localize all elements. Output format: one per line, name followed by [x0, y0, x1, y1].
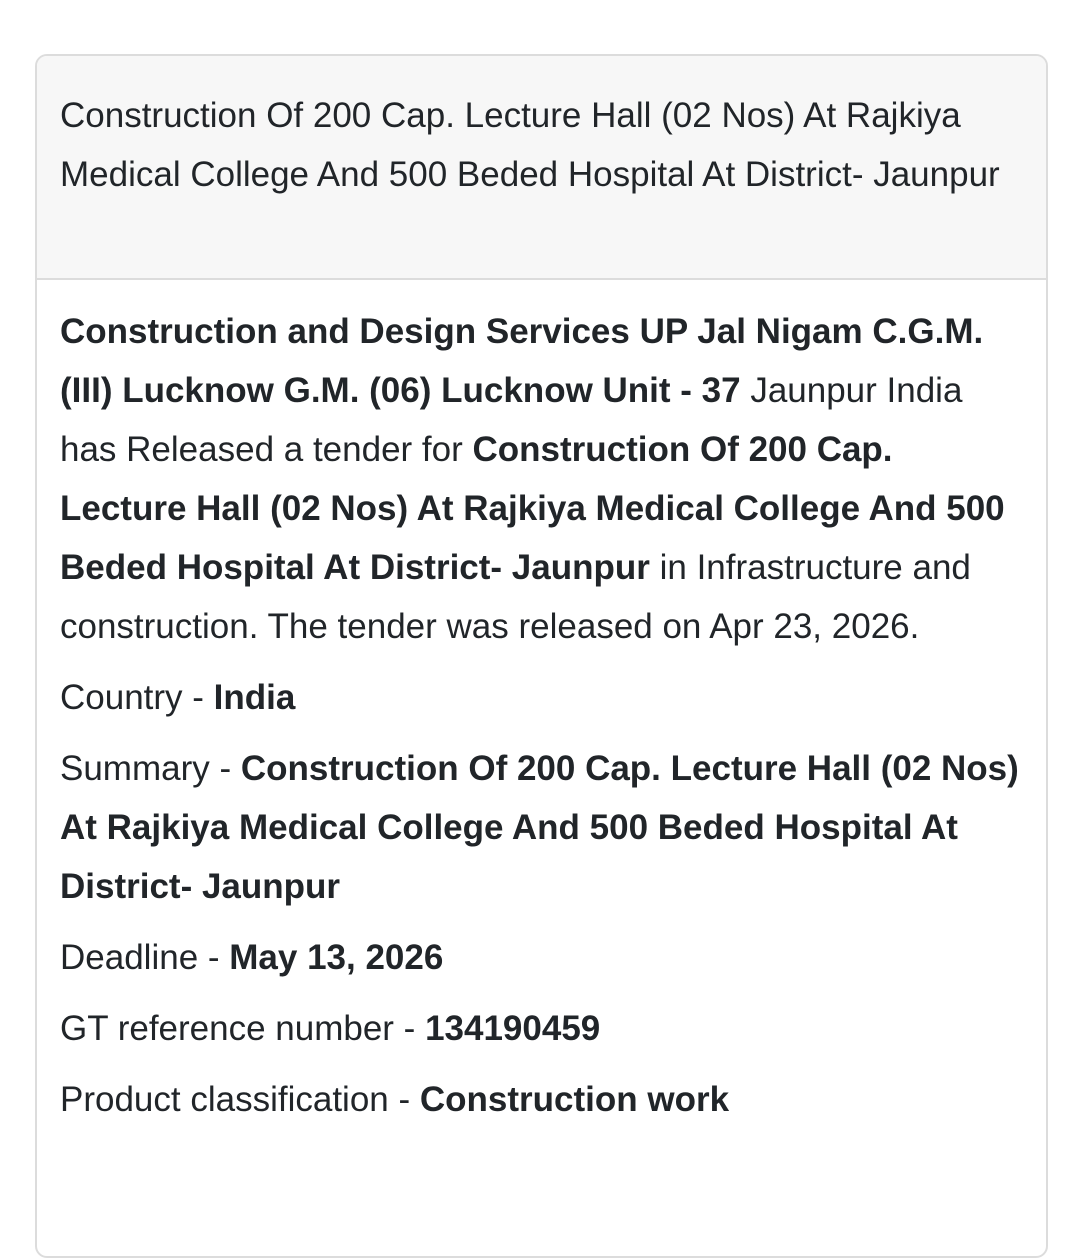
organization: Construction and Design Services UP Jal Nigam C.G.M. (III) Lucknow G.M. (06) Lucknow Unit - 37 — [60, 312, 984, 410]
field-country — [60, 668, 1023, 727]
tender-body — [37, 280, 1046, 1163]
field-value: Construction Of 200 Cap. Lecture Hall (02 Nos) At Rajkiya Medical College And 500 Beded Hospital At District- Jaunpur — [60, 749, 1019, 906]
tender-title: Construction Of 200 Cap. Lecture Hall (02 Nos) At Rajkiya Medical College And 500 Beded Hospital At District- Jaunpur — [37, 56, 1046, 280]
field-value: May 13, 2026 — [229, 938, 444, 977]
field-reference — [60, 999, 1023, 1058]
description-title: Construction Of 200 Cap. Lecture Hall (02 Nos) At Rajkiya Medical College And 500 Beded Hospital At District- Jaunpur — [60, 430, 1005, 587]
field-classification — [60, 1070, 1023, 1129]
field-label: Summary - — [60, 749, 241, 788]
field-label: Product classification - — [60, 1080, 420, 1119]
field-label: Country - — [60, 678, 214, 717]
field-value: Construction work — [419, 1080, 730, 1119]
description-tail: in Infrastructure and construction. The tender was released on Apr 23, 2026. — [60, 548, 971, 646]
field-label: GT reference number - — [60, 1009, 426, 1048]
field-summary — [60, 739, 1023, 916]
field-value: India — [213, 678, 296, 717]
field-value: 134190459 — [425, 1009, 601, 1048]
description-text: Jaunpur India has Released a tender for — [60, 371, 963, 469]
field-deadline — [60, 928, 1023, 987]
tender-description — [60, 302, 1023, 656]
tender-card — [35, 54, 1048, 1258]
field-label: Deadline - — [60, 938, 230, 977]
